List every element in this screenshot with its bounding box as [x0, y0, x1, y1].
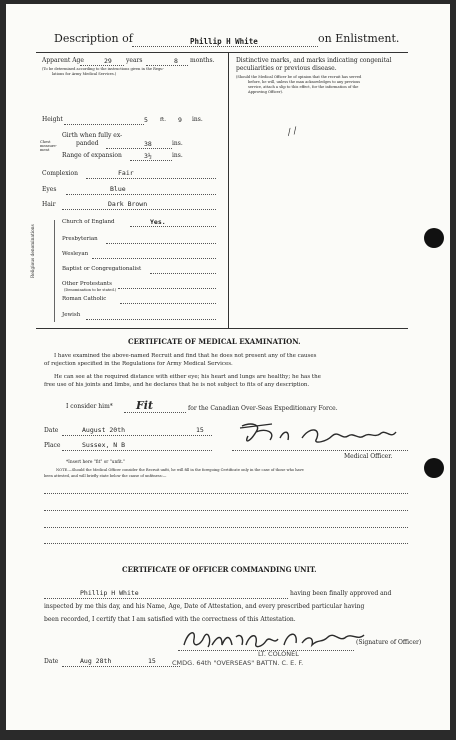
recruit-name: Phillip H White: [190, 37, 258, 46]
inches-label: ins.: [192, 116, 203, 123]
eyes-value: Blue: [110, 185, 126, 193]
scan-edge-bottom: [0, 730, 456, 740]
stamp-line-2: CMDG. 64th "OVERSEAS" BATTN. C. E. F.: [172, 659, 304, 667]
medical-heading: CERTIFICATE OF MEDICAL EXAMINATION.: [128, 337, 301, 346]
medical-para-1-line-2: of rejection specified in the Regulations for Army Medical Services.: [44, 361, 233, 367]
officer-date-value: Aug 28th: [80, 657, 112, 665]
medical-date-year: 15: [196, 426, 204, 434]
church-of-england-mark: Yes.: [150, 218, 166, 226]
punch-hole-bottom: [424, 458, 444, 478]
years-label: years: [126, 57, 143, 64]
unfit-note-line-1: NOTE.—Should the Medical Officer consider the Recruit unfit, he will fill in the foregoing Certificate only in the case of those who have: [56, 468, 304, 472]
complexion-label: Complexion: [42, 170, 78, 177]
religion-jewish: Jewish: [62, 312, 81, 318]
height-inches: 9: [178, 116, 182, 124]
marks-label-2: peculiarities or previous disease.: [236, 65, 337, 72]
religion-roman-catholic: Roman Catholic: [62, 296, 107, 302]
age-note-2: lations for Army Medical Services.): [52, 72, 117, 76]
title-prefix: Description of: [54, 32, 133, 45]
range-value: 3½: [144, 152, 152, 160]
religion-wesleyan: Wesleyan: [62, 251, 89, 257]
place-value: Sussex, N B: [82, 441, 126, 449]
religion-baptist: Baptist or Congregationalist: [62, 266, 142, 272]
girth-value: 38: [144, 140, 152, 148]
protestant-note: (Denomination to be stated.): [64, 288, 117, 292]
medical-date-label: Date: [44, 427, 59, 434]
range-unit: ins.: [172, 152, 183, 159]
title-suffix: on Enlistment.: [318, 32, 400, 45]
medical-officer-label: Medical Officer.: [344, 453, 393, 460]
medical-para-2-line-2: free use of his joints and limbs, and he declares that he is not subject to fits of any description.: [44, 382, 310, 388]
place-label: Place: [44, 442, 61, 449]
age-months: 8: [174, 57, 178, 65]
religion-other-protestants: Other Protestants: [62, 281, 112, 287]
months-label: months.: [190, 57, 215, 64]
marks-note-1: (Should the Medical Officer be of opinion that the recruit has served: [236, 75, 362, 79]
marks-note-3: service, attach a slip to this effect, for the information of the: [248, 85, 359, 89]
height-label: Height: [42, 116, 63, 123]
officer-line-3: been recorded, I certify that I am satisfied with the correctness of this Attestation.: [44, 616, 296, 623]
range-label: Range of expansion: [62, 152, 122, 159]
officer-line-1: having been finally approved and: [290, 590, 392, 597]
scan-edge-left: [0, 0, 6, 740]
stamp-line-1: LT. COLONEL: [258, 650, 299, 658]
marks-label-1: Distinctive marks, and marks indicating congenital: [236, 57, 392, 64]
officer-recruit-name: Phillip H White: [80, 589, 139, 597]
officer-signature: [178, 625, 378, 653]
religious-denominations-label: Religious denominations: [31, 224, 36, 278]
scan-edge-top: [0, 0, 456, 4]
marks-note-4: Approving Officer).: [248, 90, 284, 94]
feet-label: ft.: [160, 117, 166, 123]
girth-label-1: Girth when fully ex-: [62, 132, 123, 139]
girth-unit: ins.: [172, 140, 183, 147]
marks-note-2: before, he will, unless the man acknowledges to any previous: [248, 80, 361, 84]
officer-signature-label: (Signature of Officer): [356, 639, 422, 646]
height-feet: 5: [144, 116, 148, 124]
punch-hole-top: [424, 228, 444, 248]
age-note-1: (To be determined according to the instructions given in the Regu-: [42, 67, 164, 71]
religion-church-of-england: Church of England: [62, 219, 115, 225]
apparent-age-label: Apparent Age: [42, 57, 84, 64]
hair-value: Dark Brown: [108, 200, 148, 208]
consider-post: for the Canadian Over-Seas Expeditionary Force.: [188, 405, 338, 412]
unfit-note-line-2: been attested, and will briefly state below the cause of unfitness:—: [44, 474, 167, 478]
chest-measurement-label: Chest measure- ment: [40, 140, 57, 152]
eyes-label: Eyes: [42, 186, 57, 193]
religion-presbyterian: Presbyterian: [62, 236, 98, 242]
officer-line-2: inspected by me this day, and his Name, Age, Date of Attestation, and every prescribed particular having: [44, 603, 365, 610]
consider-label: I consider him*: [66, 403, 113, 410]
age-years: 29: [104, 57, 112, 65]
medical-para-2-line-1: He can see at the required distance with either eye; his heart and lungs are healthy; he has the: [54, 374, 321, 380]
medical-officer-signature: [236, 418, 406, 448]
medical-para-1-line-1: I have examined the above-named Recruit and find that he does not present any of the causes: [54, 353, 317, 359]
insert-note: *Insert here "fit" or "unfit.": [66, 460, 126, 465]
officer-date-year: 15: [148, 657, 156, 665]
complexion-value: Fair: [118, 169, 134, 177]
fit-value: Fit: [136, 399, 154, 412]
marks-scribble: / /: [286, 126, 298, 139]
officer-date-label: Date: [44, 658, 59, 665]
medical-date-value: August 20th: [82, 426, 126, 434]
officer-heading: CERTIFICATE OF OFFICER COMMANDING UNIT.: [122, 565, 317, 574]
scan-edge-right: [450, 0, 456, 740]
hair-label: Hair: [42, 201, 56, 208]
girth-label-2: panded: [76, 140, 99, 147]
